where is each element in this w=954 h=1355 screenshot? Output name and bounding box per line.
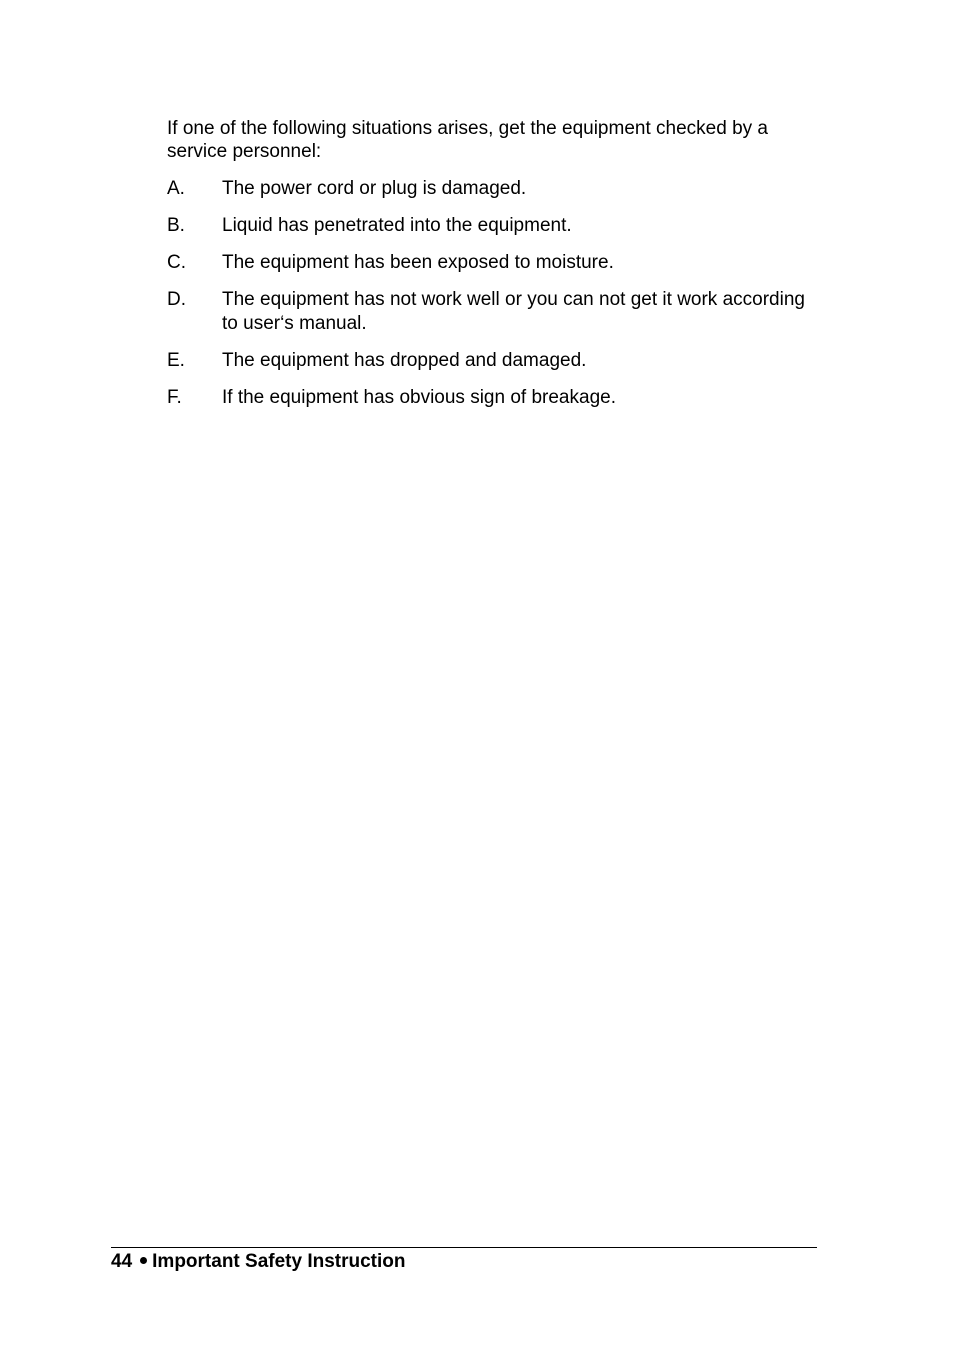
page-number: 44	[111, 1251, 133, 1272]
list-item	[167, 288, 817, 336]
section-title: Important Safety Instruction	[152, 1251, 406, 1272]
item-letter: F.	[167, 387, 182, 408]
intro-paragraph: If one of the following situations arises, get the equipment checked by a service personnel:	[167, 118, 768, 162]
item-text: The equipment has not work well or you can not get it work according to user‘s manual.	[222, 289, 805, 334]
item-letter: E.	[167, 350, 185, 371]
bullet-icon	[140, 1257, 147, 1264]
list-item	[167, 349, 817, 373]
footer-divider	[111, 1247, 817, 1248]
item-letter: C.	[167, 252, 186, 273]
list-item	[167, 177, 817, 201]
page-footer	[111, 1250, 406, 1274]
item-text: Liquid has penetrated into the equipment.	[222, 215, 572, 236]
item-text: The equipment has been exposed to moisture.	[222, 252, 614, 273]
list-item	[167, 386, 817, 410]
list-item	[167, 251, 817, 275]
item-text: If the equipment has obvious sign of breakage.	[222, 387, 616, 408]
situations-list	[167, 177, 817, 423]
item-letter: A.	[167, 178, 185, 199]
item-text: The power cord or plug is damaged.	[222, 178, 527, 199]
list-item	[167, 214, 817, 238]
item-text: The equipment has dropped and damaged.	[222, 350, 587, 371]
item-letter: B.	[167, 215, 185, 236]
item-letter: D.	[167, 289, 186, 310]
